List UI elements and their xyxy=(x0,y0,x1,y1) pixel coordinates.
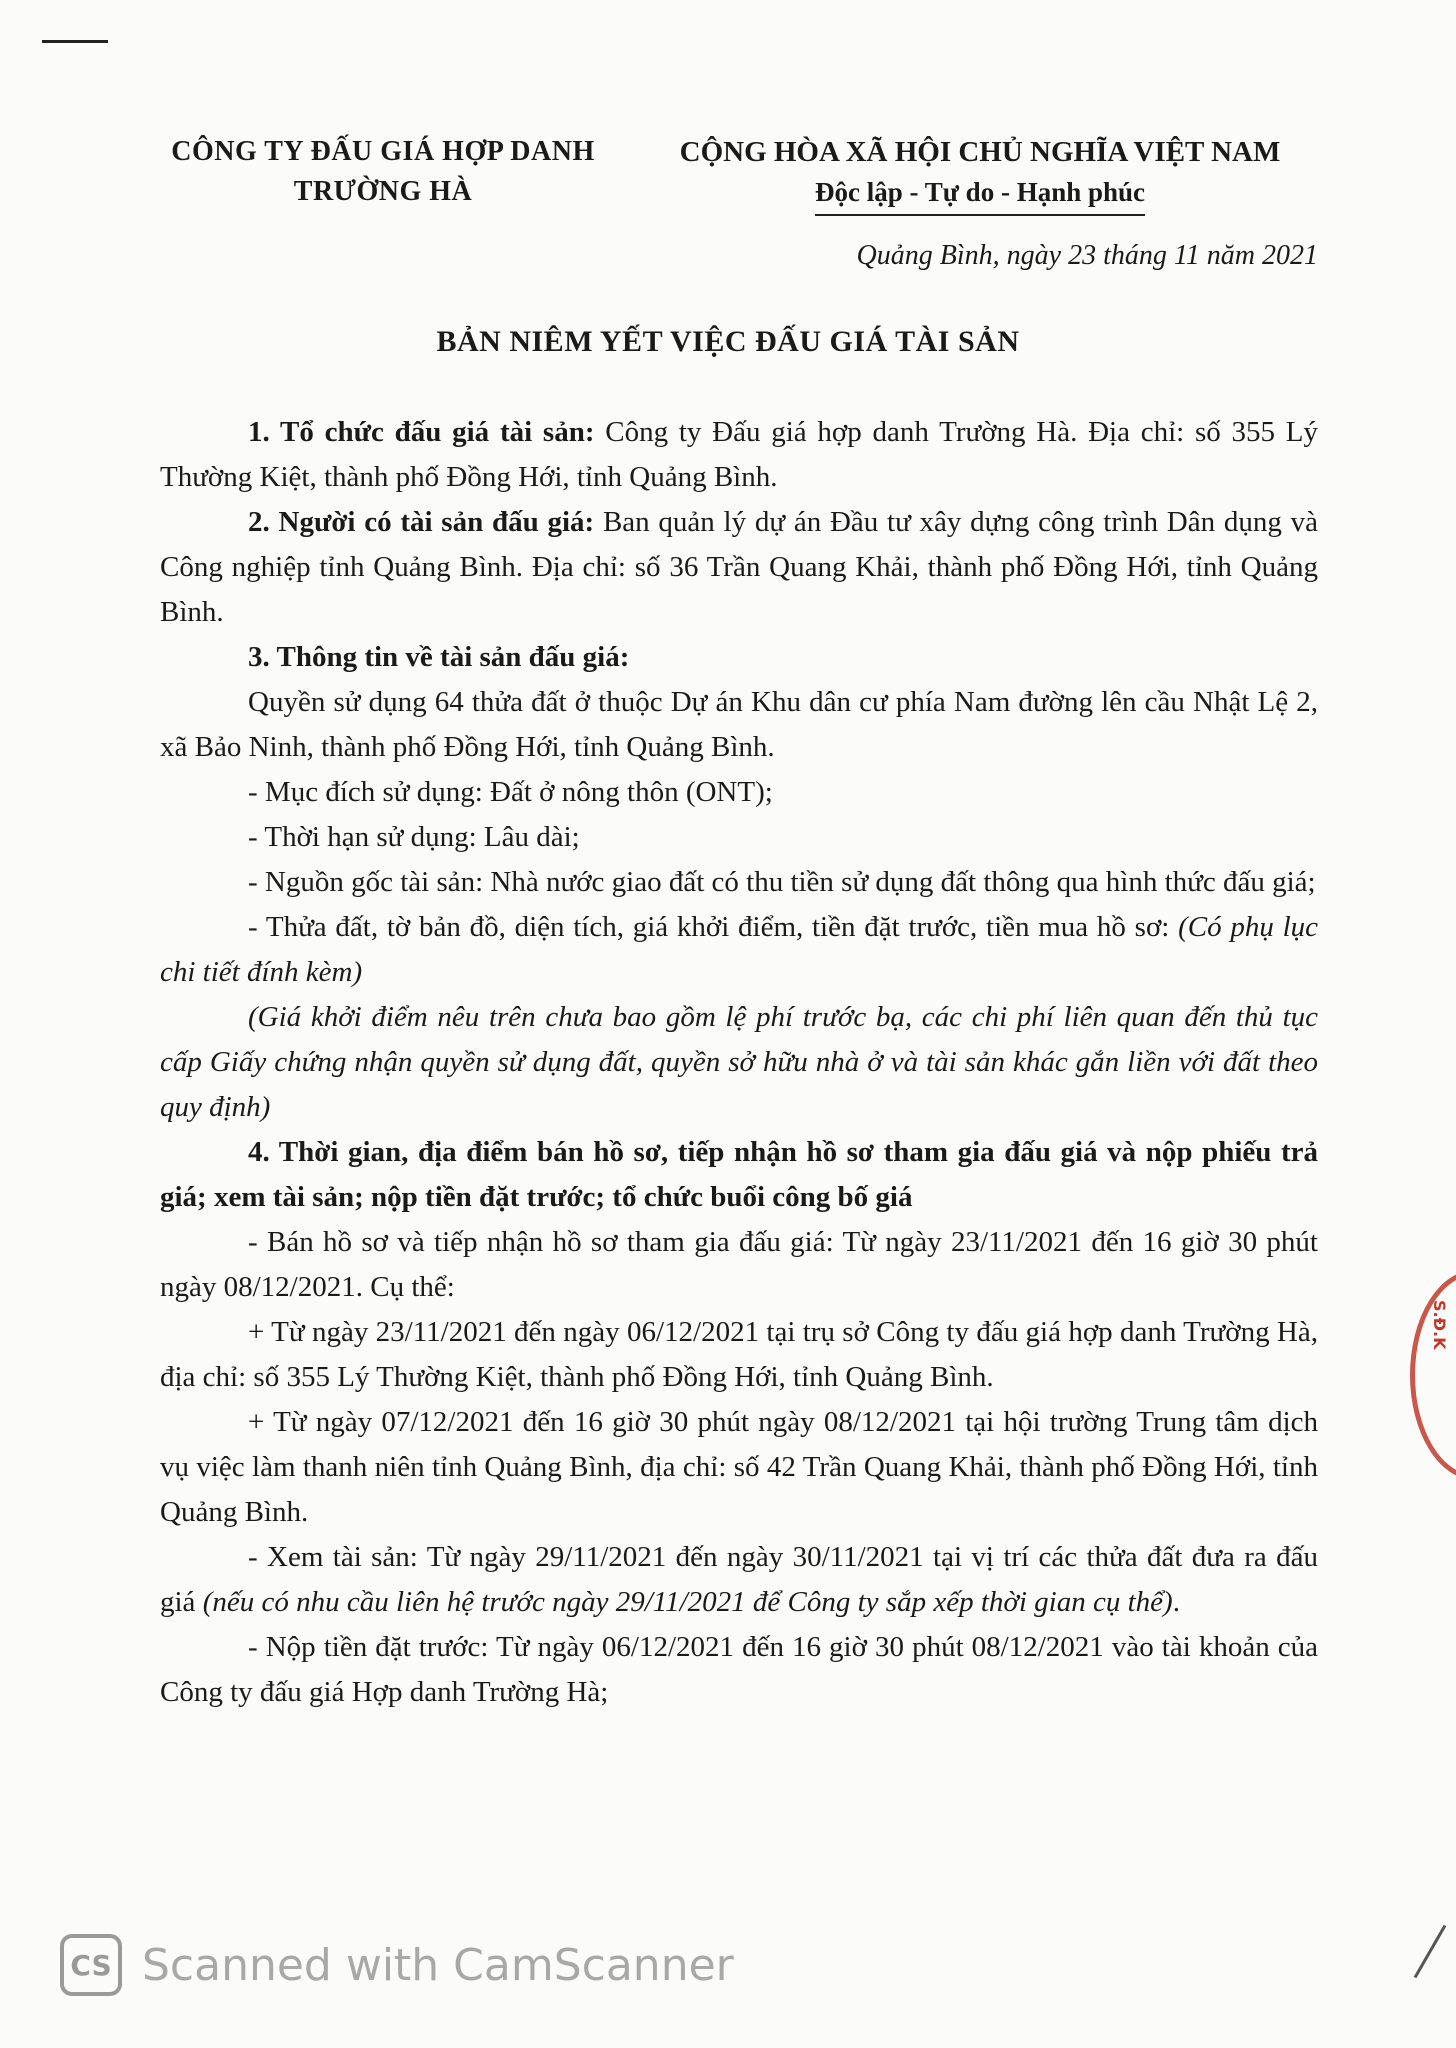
section-4-label: 4. Thời gian, địa điểm bán hồ sơ, tiếp nhận hồ sơ tham gia đấu giá và nộp phiếu trả giá; xem tài sản; nộp tiền đặt trước; tổ chức buổi công bố giá xyxy=(160,1136,1318,1213)
document-body xyxy=(160,410,1318,1715)
section-2-label: 2. Người có tài sản đấu giá: xyxy=(248,506,595,538)
section-3-intro: Quyền sử dụng 64 thửa đất ở thuộc Dự án Khu dân cư phía Nam đường lên cầu Nhật Lệ 2, xã Bảo Ninh, thành phố Đồng Hới, tỉnh Quảng Bình. xyxy=(160,686,1318,763)
price-note: (Giá khởi điểm nêu trên chưa bao gồm lệ phí trước bạ, các chi phí liên quan đến thủ tục cấp Giấy chứng nhận quyền sử dụng đất, quyền sở hữu nhà ở và tài sản khác gắn liền với đất theo quy định) xyxy=(160,1001,1318,1123)
section-1-label: 1. Tổ chức đấu giá tài sản: xyxy=(248,416,595,448)
seal-text: S.Đ.K xyxy=(1430,1300,1449,1350)
section-3-price-note xyxy=(160,995,1318,1130)
view-note: (nếu có nhu cầu liên hệ trước ngày 29/11/2021 để Công ty sắp xếp thời gian cụ thể) xyxy=(202,1586,1173,1618)
organization-name xyxy=(138,132,628,212)
dateline: Quảng Bình, ngày 23 tháng 11 năm 2021 xyxy=(856,240,1318,271)
org-line-2: TRƯỜNG HÀ xyxy=(293,176,473,207)
view-end: . xyxy=(1172,1586,1180,1618)
section-3-label: 3. Thông tin về tài sản đấu giá: xyxy=(248,641,630,673)
national-heading xyxy=(640,132,1320,216)
scanner-watermark xyxy=(60,1930,734,2000)
nation-name: CỘNG HÒA XÃ HỘI CHỦ NGHĨA VIỆT NAM xyxy=(679,136,1281,168)
document-title: BẢN NIÊM YẾT VIỆC ĐẤU GIÁ TÀI SẢN xyxy=(436,325,1020,358)
scan-mark xyxy=(42,40,108,43)
section-4 xyxy=(160,1130,1318,1220)
parcels-text: - Thửa đất, tờ bản đồ, diện tích, giá khởi điểm, tiền đặt trước, tiền mua hồ sơ: xyxy=(248,911,1179,943)
section-4-sale-b: + Từ ngày 07/12/2021 đến 16 giờ 30 phút ngày 08/12/2021 tại hội trường Trung tâm dịch vụ việc làm thanh niên tỉnh Quảng Bình, địa chỉ: số 42 Trần Quang Khải, thành phố Đồng Hới, tỉnh Quảng Bình. xyxy=(160,1406,1318,1528)
motto: Độc lập - Tự do - Hạnh phúc xyxy=(815,172,1145,216)
section-2-text: Ban quản lý dự án Đầu tư xây dựng công trình Dân dụng và Công nghiệp tỉnh Quảng Bình. Địa chỉ: số 36 Trần Quang Khải, thành phố Đồng Hới, tỉnh Quảng Bình. xyxy=(160,506,1318,628)
section-3-parcels xyxy=(160,905,1318,995)
section-1 xyxy=(160,410,1318,500)
section-3 xyxy=(160,635,1318,680)
section-4-sale: - Bán hồ sơ và tiếp nhận hồ sơ tham gia đấu giá: Từ ngày 23/11/2021 đến 16 giờ 30 phút ngày 08/12/2021. Cụ thể: xyxy=(160,1226,1318,1303)
camscanner-logo-icon: CS xyxy=(60,1934,122,1996)
section-3-term: - Thời hạn sử dụng: Lâu dài; xyxy=(248,821,580,853)
view-text: - Xem tài sản: Từ ngày 29/11/2021 đến ngày 30/11/2021 tại vị trí các thửa đất đưa ra đấu giá xyxy=(160,1541,1318,1618)
watermark-text: Scanned with CamScanner xyxy=(142,1939,734,1991)
section-3-origin: - Nguồn gốc tài sản: Nhà nước giao đất có thu tiền sử dụng đất thông qua hình thức đấu giá; xyxy=(248,866,1316,898)
section-4-deposit: - Nộp tiền đặt trước: Từ ngày 06/12/2021 đến 16 giờ 30 phút 08/12/2021 vào tài khoản của Công ty đấu giá Hợp danh Trường Hà; xyxy=(160,1631,1318,1708)
pen-stroke xyxy=(1414,1925,1447,1978)
section-4-view xyxy=(160,1535,1318,1625)
section-2 xyxy=(160,500,1318,635)
parcels-note: (Có phụ lục chi tiết đính kèm) xyxy=(160,911,1319,988)
org-line-1: CÔNG TY ĐẤU GIÁ HỢP DANH xyxy=(171,136,595,167)
document-header xyxy=(0,132,1456,212)
section-3-purpose: - Mục đích sử dụng: Đất ở nông thôn (ONT); xyxy=(248,776,773,808)
section-4-sale-a: + Từ ngày 23/11/2021 đến ngày 06/12/2021 tại trụ sở Công ty đấu giá hợp danh Trường Hà, địa chỉ: số 355 Lý Thường Kiệt, thành phố Đồng Hới, tỉnh Quảng Bình. xyxy=(160,1316,1318,1393)
section-1-text: Công ty Đấu giá hợp danh Trường Hà. Địa chỉ: số 355 Lý Thường Kiệt, thành phố Đồng Hới, tỉnh Quảng Bình. xyxy=(160,416,1318,493)
